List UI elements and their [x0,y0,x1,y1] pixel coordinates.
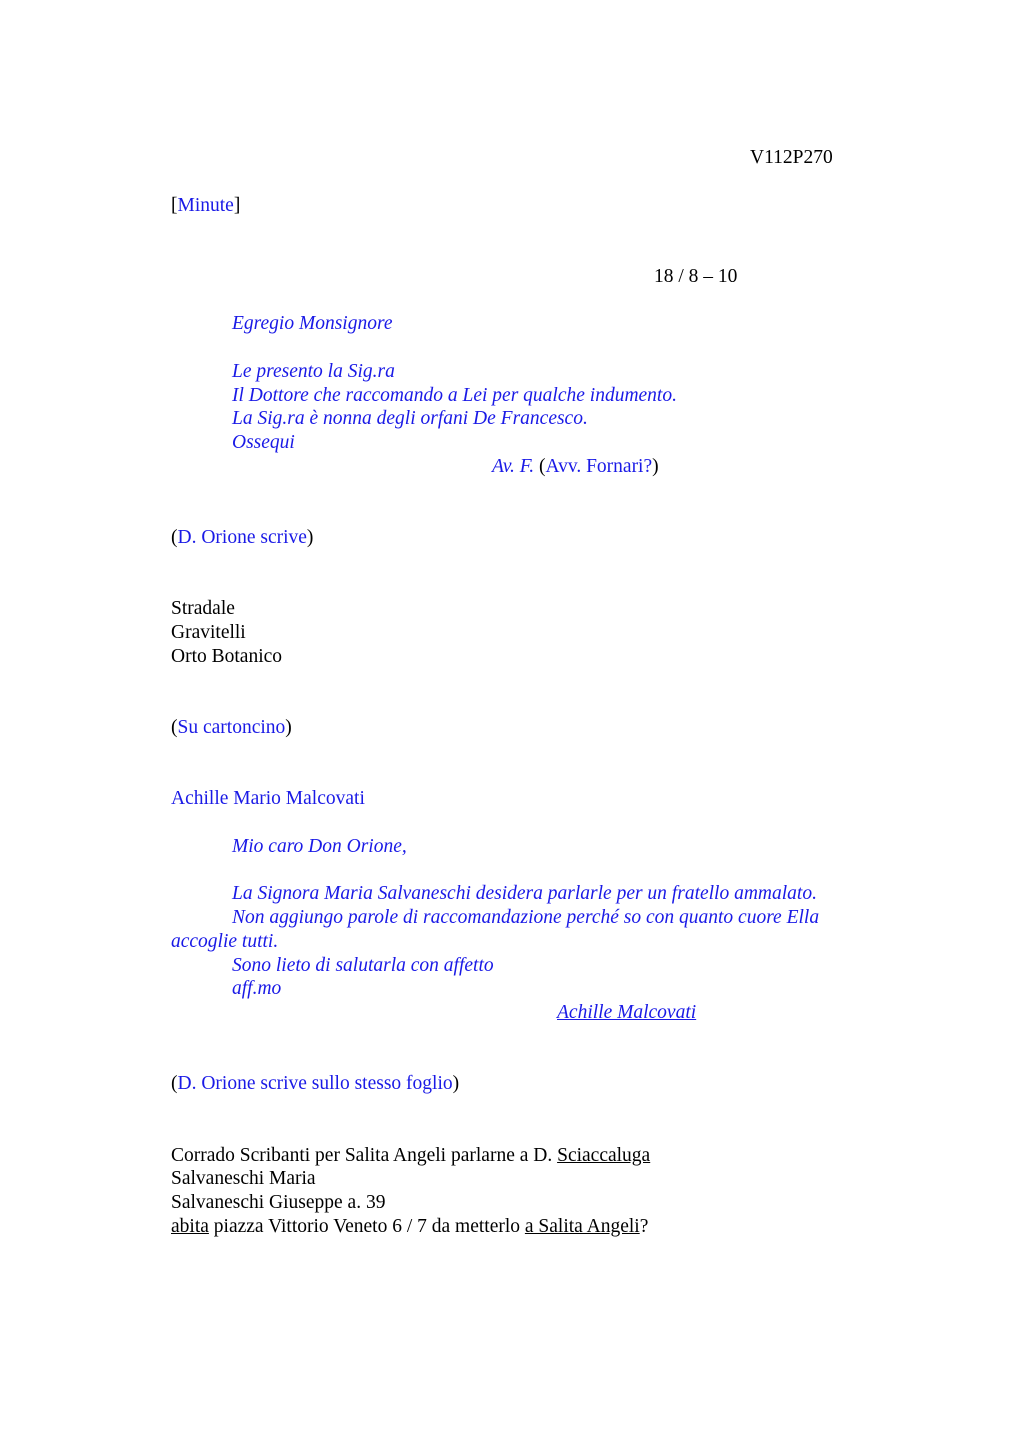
final-note-line: Salvaneschi Maria [171,1168,316,1189]
final-note-text: ? [639,1216,649,1237]
editorial-note-2 [171,716,292,740]
minute-label [171,194,240,218]
paren-open: ( [171,527,178,548]
paren-open: ( [171,717,178,738]
paren-close: ) [285,717,292,738]
bracket-open: [ [171,195,178,216]
letter1-line: Le presento la Sig.ra [232,361,395,382]
letter2-line: Non aggiungo parole di raccomandazione perché so con quanto cuore Ella [232,907,820,928]
final-note-line [171,1215,648,1239]
letter1-line: Ossequi [232,432,295,453]
paren-open: ( [538,456,546,477]
address-line: Gravitelli [171,622,246,643]
editorial-note-text: Su cartoncino [177,717,286,738]
letter1-line: Il Dottore che raccomando a Lei per qualche indumento. [232,385,677,406]
address-line: Stradale [171,598,235,619]
bracket-close: ] [233,195,241,216]
final-note-underlined: Sciaccaluga [557,1145,651,1166]
editorial-note-1 [171,526,313,550]
editorial-note-text: D. Orione scrive [177,527,307,548]
paren-open: ( [171,1073,178,1094]
letter2-sender: Achille Mario Malcovati [171,788,365,809]
letter2-line: La Signora Maria Salvaneschi desidera parlarle per un fratello ammalato. [232,883,817,904]
letter1-signature-line [492,455,659,479]
paren-close: ) [306,527,314,548]
letter2-line: accoglie tutti. [171,931,279,952]
final-note-line: Salvaneschi Giuseppe a. 39 [171,1192,386,1213]
letter1-salutation: Egregio Monsignore [232,313,393,334]
final-note-text: piazza Vittorio Veneto 6 / 7 da metterlo [208,1216,525,1237]
letter2-line: aff.mo [232,978,282,999]
paren-close: ) [652,456,659,477]
final-note-underlined: a Salita Angeli [524,1216,640,1237]
editorial-note-text: D. Orione scrive sullo stesso foglio [177,1073,453,1094]
letter2-line: Sono lieto di salutarla con affetto [232,955,494,976]
letter2-salutation: Mio caro Don Orione, [232,836,407,857]
paren-close: ) [452,1073,460,1094]
letter1-signature: Av. F. [492,456,535,477]
letter1-date: 18 / 8 – 10 [654,266,738,287]
letter1-signature-note: Avv. Fornari? [545,456,653,477]
final-note-text: Corrado Scribanti per Salita Angeli parlarne a D. [171,1145,558,1166]
reference-code: V112P270 [750,147,833,168]
final-note-line [171,1144,650,1168]
address-line: Orto Botanico [171,646,283,667]
letter2-signature: Achille Malcovati [557,1002,697,1023]
editorial-note-3 [171,1072,459,1096]
final-note-underlined: abita [171,1216,209,1237]
minute-text: Minute [177,195,234,216]
letter1-line: La Sig.ra è nonna degli orfani De Francesco. [232,408,588,429]
